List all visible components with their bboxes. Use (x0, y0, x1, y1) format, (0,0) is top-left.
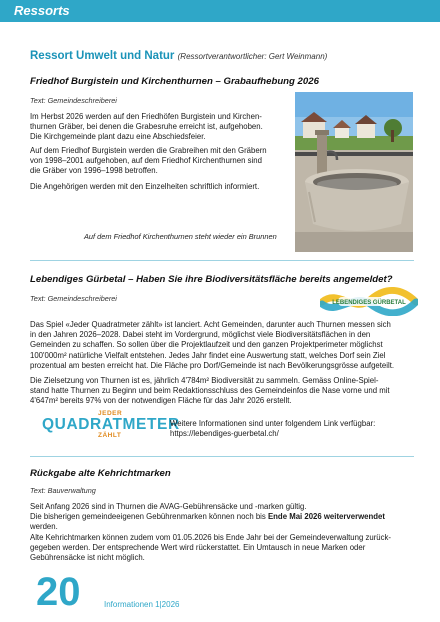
lebendiges-guerbetal-logo (320, 286, 418, 316)
article1-paragraph-3: Die Angehörigen werden mit den Einzelheiten schriftlich informiert. (30, 182, 260, 191)
article2-meta: Text: Gemeindeschreiberei (30, 294, 117, 303)
article1-paragraph-2: Auf dem Friedhof Burgistein werden die Grabreihen mit den Gräbern von 1998–2001 aufgehoben, auf dem Friedhof Kirchenthurnen sind die Gräber von 1996–1998 betroffen. (30, 146, 267, 176)
fountain-photo (295, 92, 413, 252)
qm-logo-big: QUADRATMETER (42, 416, 180, 433)
section-title (30, 50, 327, 62)
article2-link-block (170, 419, 420, 439)
page-number: 20 (36, 570, 81, 614)
article2-title: Lebendiges Gürbetal – Haben Sie ihre Biodiversitätsfläche bereits angemeldet? (30, 274, 393, 285)
article1-meta: Text: Gemeindeschreiberei (30, 96, 117, 105)
section-responsible: (Ressortverantwortlicher: Gert Weinmann) (177, 52, 328, 61)
article2-paragraph-1: Das Spiel «Jeder Quadratmeter zählt» ist lanciert. Acht Gemeinden, darunter auch Thurnen messen sich in den Jahren 2026–2028. Dabei steht im Vordergrund, möglichst viele Biodiversitätsflächen in den Gemeinden zu schaffen. So sollen über die Projektlaufzeit und den ganzen Projektperimeter möglichst 100'000m² natürliche Vielfalt entstehen. Jedes Jahr findet eine Auswertung statt, welches Dorf sein Ziel prozentual am besten erreicht hat. Die Fläche pro Dorf/Gemeinde ist nach Bevölkerungsgrösse aufgeteilt. (30, 320, 395, 370)
article2-paragraph-2: Die Zielsetzung von Thurnen ist es, jährlich 4'784m² Biodiversität zu sammeln. Gemäss Online-Spiel- stand hatte Thurnen zu Beginn und beim Redaktionsschluss des Gemeindeinfos die Nase vorne und mit 4'647m² bereits 97% von der notwendigen Fläche für das Jahr 2026 erstellt. (30, 376, 390, 406)
article1-paragraph-1: Im Herbst 2026 werden auf den Friedhöfen Burgistein und Kirchen- thurnen Gräber, bei denen die Grabesruhe erreicht ist, aufgehoben. Die Kirchgemeinde plant dazu eine Abschiedsfeier. (30, 112, 263, 142)
svg-text:LEBENDIGES GÜRBETAL: LEBENDIGES GÜRBETAL (332, 300, 406, 306)
photo-caption: Auf dem Friedhof Kirchenthurnen steht wieder ein Brunnen (84, 232, 277, 241)
link-url[interactable]: https://lebendiges-guerbetal.ch/ (170, 429, 279, 439)
divider-1 (30, 260, 414, 261)
article1-title: Friedhof Burgistein und Kirchenthurnen – Grabaufhebung 2026 (30, 76, 319, 87)
qm-logo-small: JEDER (98, 410, 123, 417)
footer-info: Informationen 1|2026 (104, 600, 180, 609)
article3-title: Rückgabe alte Kehrichtmarken (30, 468, 171, 479)
article3-meta: Text: Bauverwaltung (30, 486, 96, 495)
quadratmeter-logo (42, 410, 180, 439)
section-header-bar (0, 0, 440, 22)
qm-logo-sub: ZÄHLT (98, 432, 122, 439)
link-intro: Weitere Informationen sind unter folgendem Link verfügbar: (170, 419, 376, 428)
section-header-label: Ressorts (14, 3, 70, 18)
divider-2 (30, 456, 414, 457)
section-title-text: Ressort Umwelt und Natur (30, 50, 175, 62)
article3-body: Seit Anfang 2026 sind in Thurnen die AVAG-Gebührensäcke und -marken gültig. Die bisherigen gemeindeeigenen Gebührenmarken können noch bis Ende Mai 2026 weiterverwendet werden. Alte Kehrichtmarken können zudem vom 01.05.2026 bis Ende Jahr bei der Gemeindeverwaltung zurück- gegeben werden. Der entsprechende Wert wird rückerstattet. Ein Umtausch in neue Marken oder Gebührensäcke ist nicht möglich. (30, 502, 392, 563)
